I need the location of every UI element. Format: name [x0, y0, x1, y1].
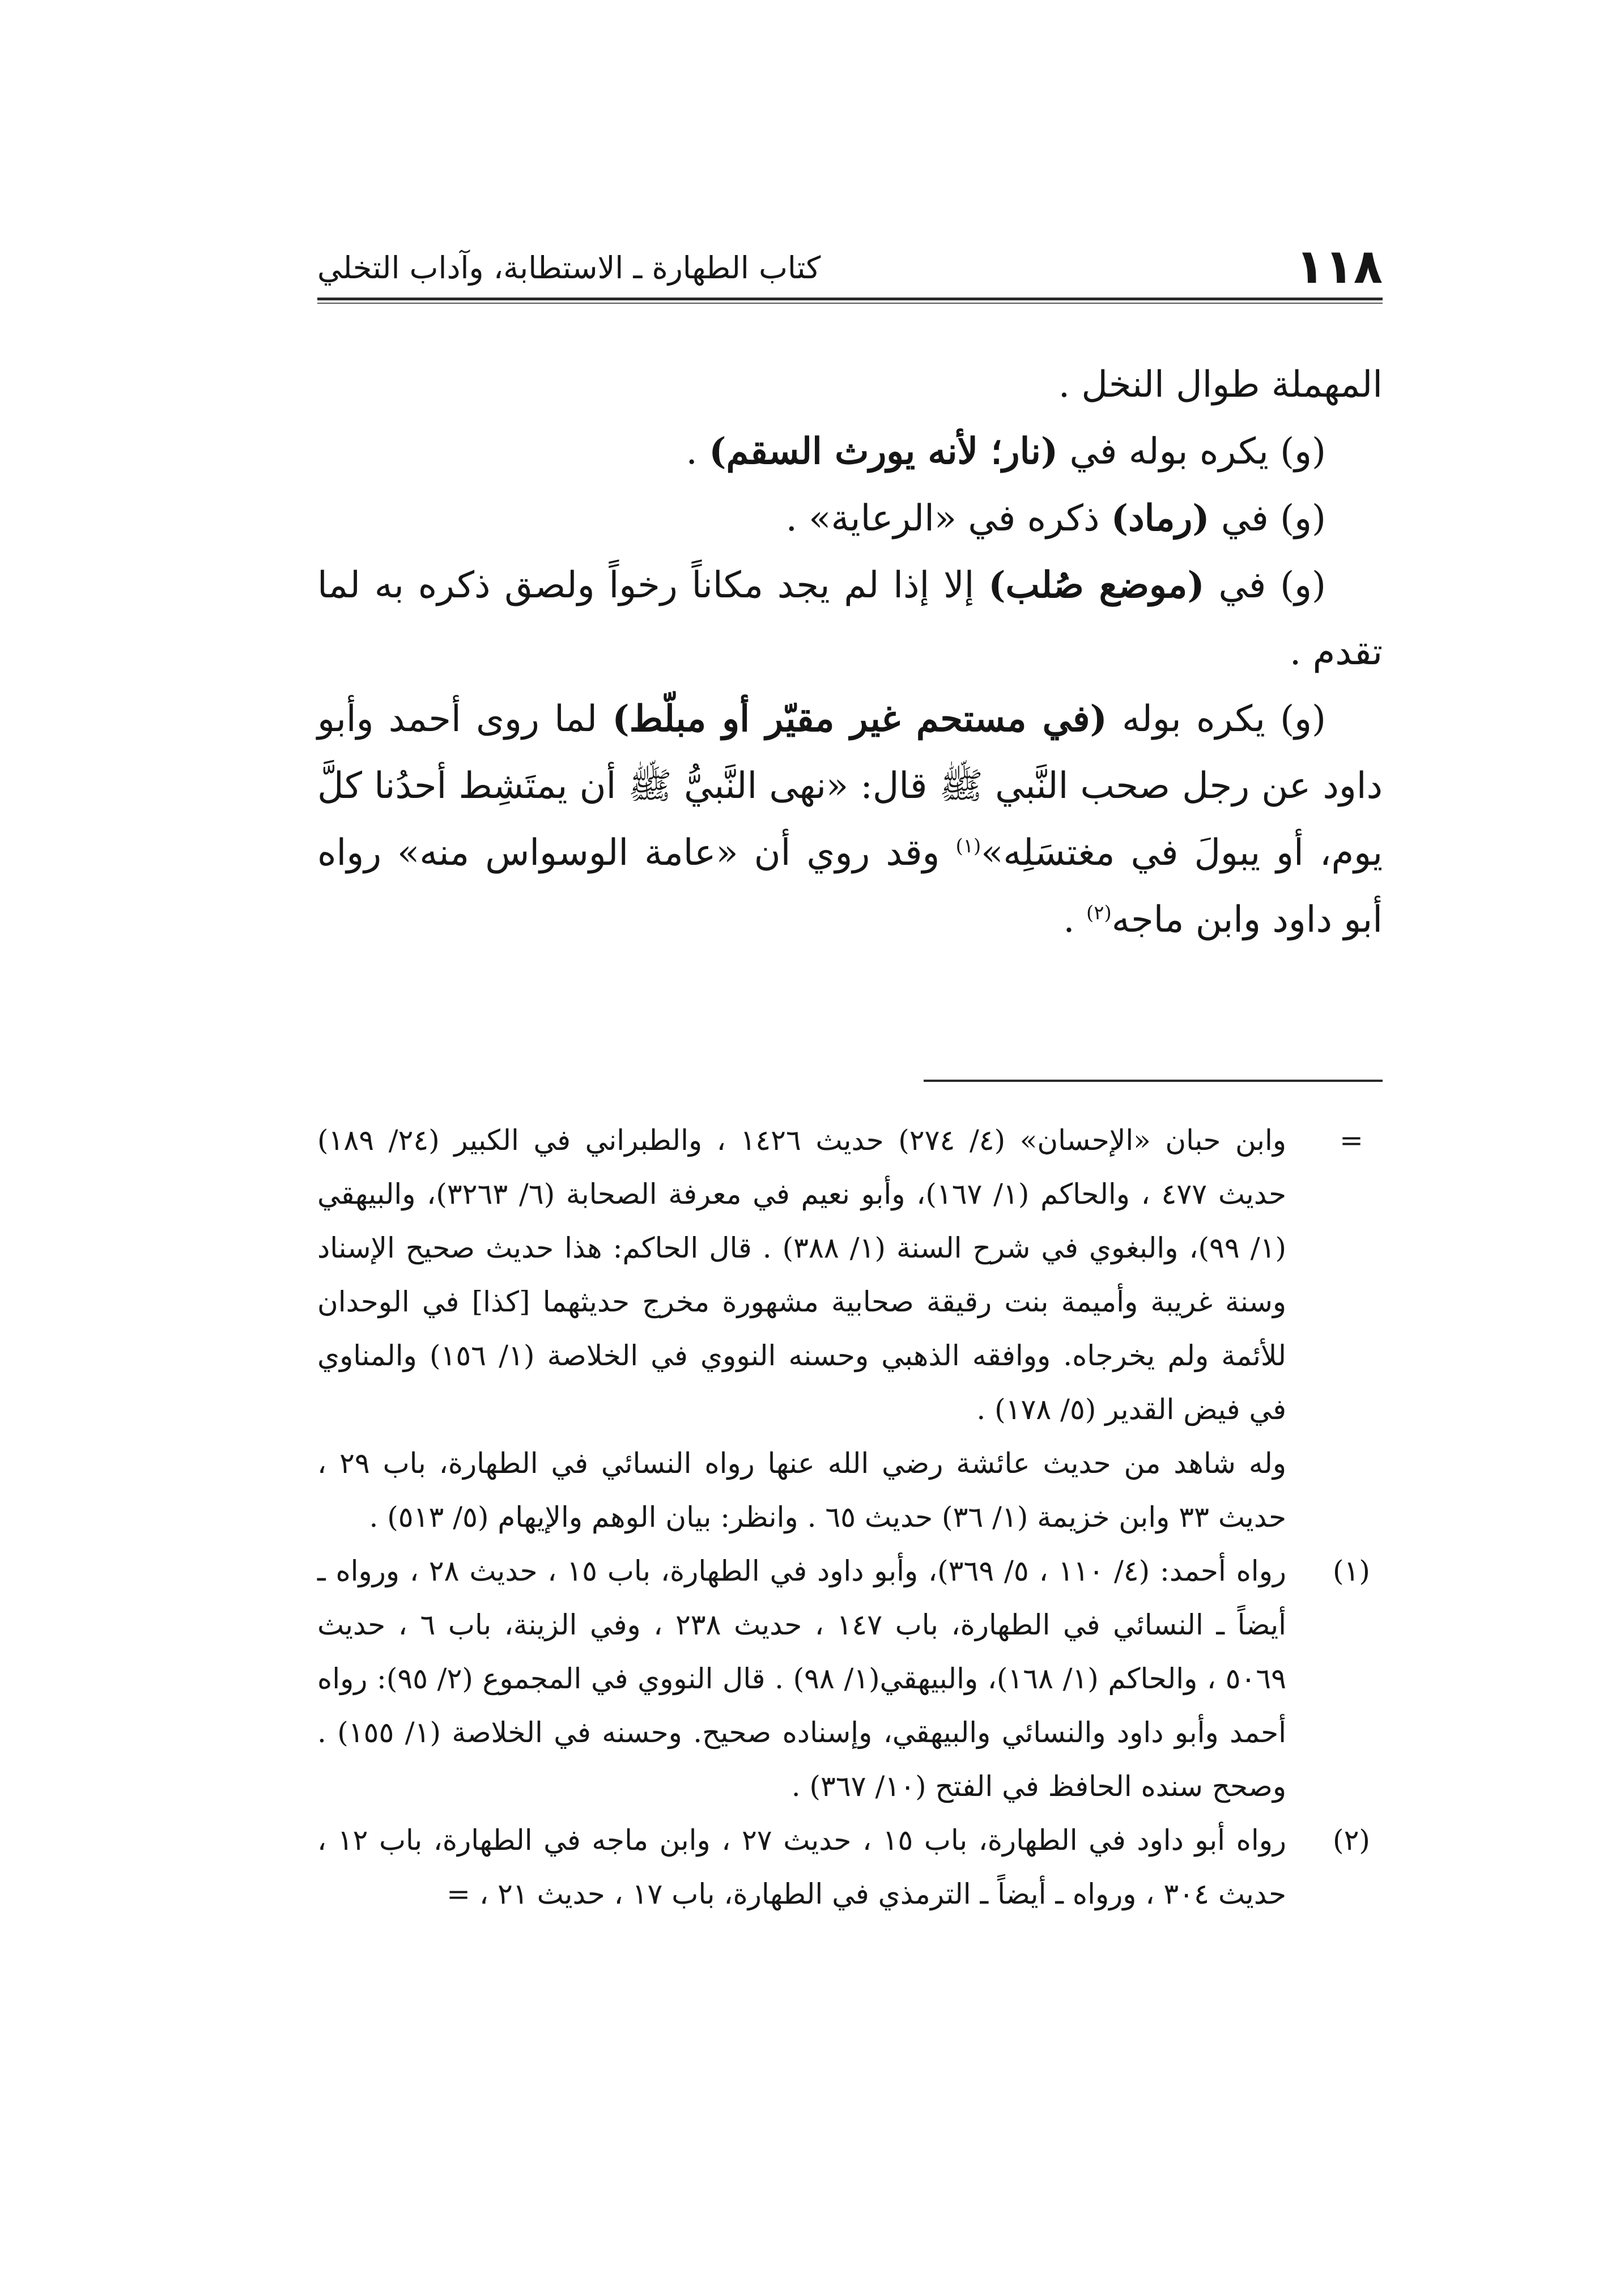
continuation-mark: = — [1340, 1124, 1363, 1157]
footnote-ref-2[interactable]: (٢) — [1086, 902, 1112, 924]
p2-bold: (نار؛ لأنه يورث السقم) — [709, 430, 1058, 473]
paragraph-2 — [317, 418, 1383, 485]
footnote-separator — [924, 1080, 1383, 1082]
p3-suffix: ذكره في «الرعاية» . — [785, 498, 1111, 540]
footnote-2 — [317, 1814, 1383, 1921]
footnote-continues-mark: = — [447, 1878, 471, 1910]
main-text — [317, 351, 1383, 953]
header-rule-thin — [317, 303, 1383, 304]
header-rule — [317, 298, 1383, 300]
paragraph-3 — [317, 485, 1383, 552]
p5-prefix: (و) يكره بوله — [1107, 698, 1327, 740]
footnote-2-text: رواه أبو داود في الطهارة، باب ١٥ ، حديث ٢٧ ، وابن ماجه في الطهارة، باب ١٢ ، حديث ٣٠٤ ، ورواه ـ أيضاً ـ الترمذي في الطهارة، باب ١٧ ، حديث ٢١ ، — [317, 1824, 1287, 1910]
footnote-1 — [317, 1544, 1383, 1814]
p3-prefix: (و) في — [1209, 498, 1326, 540]
paragraph-4 — [317, 552, 1383, 686]
p3-bold: (رماد) — [1111, 497, 1210, 540]
footnote-ref-1[interactable]: (١) — [955, 835, 981, 857]
p5-bold: (في مستحم غير مقيّر أو مبلّط) — [612, 698, 1107, 740]
p4-prefix: (و) في — [1204, 564, 1327, 606]
p5-suffix: . — [1063, 899, 1086, 941]
footnotes — [317, 1114, 1383, 1921]
paragraph-1: المهملة طوال النخل . — [1058, 364, 1383, 406]
paragraph-5 — [317, 686, 1383, 953]
p4-suffix: إلا إذا لم يجد مكاناً رخواً ولصق ذكره به لما تقدم . — [317, 564, 1383, 673]
continuation-text: وابن حبان «الإحسان» (٤/ ٢٧٤) حديث ١٤٢٦ ، والطبراني في الكبير (٢٤/ ١٨٩) حديث ٤٧٧ ، والحاكم (١/ ١٦٧)، وأبو نعيم في معرفة الصحابة (٦/ ٣٢٦٣)، والبيهقي (١/ ٩٩)، والبغوي في شرح السنة (١/ ٣٨٨) . قال الحاكم: هذا حديث صحيح الإسناد وسنة غريبة وأميمة بنت رقيقة صحابية مشهورة مخرج حديثهما [كذا] في الوحدان للأئمة ولم يخرجاه. ووافقه الذهبي وحسنه النووي في الخلاصة (١/ ١٥٦) والمناوي في فيض القدير (٥/ ١٧٨) . — [317, 1124, 1286, 1426]
running-title: كتاب الطهارة ـ الاستطابة، وآداب التخلي — [317, 250, 821, 286]
p4-bold: (موضع صُلب) — [988, 564, 1205, 606]
footnote-1-mark: (١) — [1333, 1555, 1370, 1587]
footnote-1-text: رواه أحمد: (٤/ ١١٠ ، ٥/ ٣٦٩)، وأبو داود في الطهارة، باب ١٥ ، حديث ٢٨ ، ورواه ـ أيضاً ـ النسائي في الطهارة، باب ١٤٧ ، حديث ٢٣٨ ، وفي الزينة، باب ٦ ، حديث ٥٠٦٩ ، والحاكم (١/ ١٦٨)، والبيهقي(١/ ٩٨) . قال النووي في المجموع (٢/ ٩٥): رواه أحمد وأبو داود والنسائي والبيهقي، وإسناده صحيح. وحسنه في الخلاصة (١/ ١٥٥) . وصحح سنده الحافظ في الفتح (١٠/ ٣٦٧) . — [317, 1555, 1287, 1803]
p5-text-2: وقد روي أن «عامة الوسواس منه» رواه أبو داود وابن ماجه — [317, 832, 1383, 941]
p2-prefix: (و) يكره بوله في — [1058, 431, 1326, 473]
p2-suffix: . — [686, 431, 709, 473]
footnote-continuation — [317, 1114, 1383, 1437]
page-number: ١١٨ — [1295, 239, 1383, 294]
footnote-2-mark: (٢) — [1333, 1824, 1370, 1857]
p5-text-1: لما روى أحمد وأبو داود عن رجل صحب النَّبي ﷺ قال: «نهى النَّبيُّ ﷺ أن يمتَشِط أحدُنا كلَّ يوم، أو يبولَ في مغتسَلِه» — [317, 698, 1383, 874]
footnote-continuation-2: وله شاهد من حديث عائشة رضي الله عنها رواه النسائي في الطهارة، باب ٢٩ ، حديث ٣٣ وابن خزيمة (١/ ٣٦) حديث ٦٥ . وانظر: بيان الوهم والإيهام (٥/ ٥١٣) . — [317, 1447, 1287, 1534]
page-header — [317, 238, 1383, 295]
